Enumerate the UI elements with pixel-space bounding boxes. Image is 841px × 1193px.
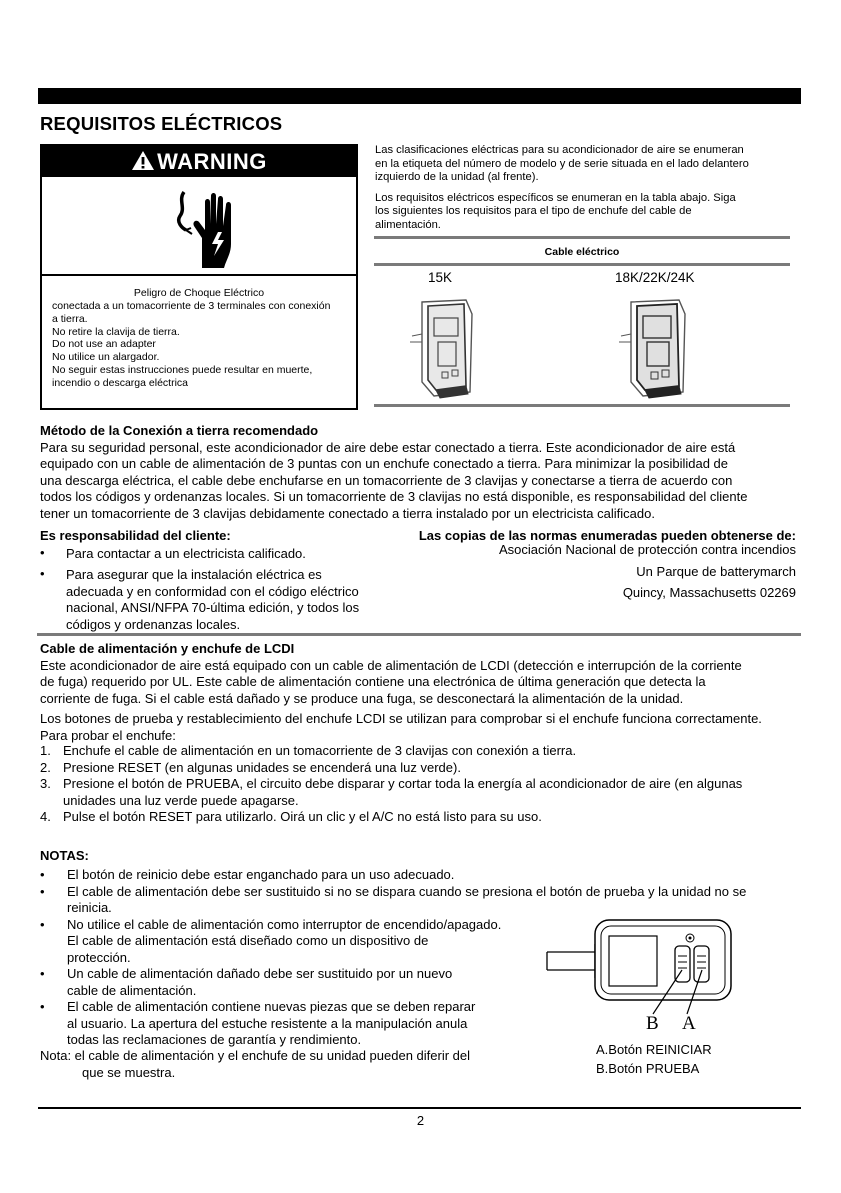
table-bottom-rule	[374, 404, 790, 407]
warning-box	[40, 144, 358, 410]
warning-triangle-icon	[131, 150, 155, 171]
note-item: • El cable de alimentación contiene nuevas piezas que se deben reparar al usuario. La apertura del estuche resistente a la manipulación anula todas las reclamaciones de garantía y rendimiento.	[40, 999, 476, 1047]
electric-shock-hand-icon	[174, 188, 248, 272]
customer-bullet-2: Para asegurar que la instalación eléctrica es adecuada y en conformidad con el código eléctrico nacional, ANSI/NFPA 70-última edición, y todos los códigos y ordenanzas locales.	[66, 567, 360, 632]
lcdi-heading: Cable de alimentación y enchufe de LCDI	[40, 641, 295, 656]
page-title: REQUISITOS ELÉCTRICOS	[40, 113, 283, 134]
legend-a: A.Botón REINICIAR	[596, 1042, 712, 1057]
cable-table-header: Cable eléctrico	[544, 246, 620, 258]
note-item: • El botón de reinicio debe estar enganchado para un uso adecuado.	[40, 867, 455, 882]
plug-15k-image	[408, 296, 488, 400]
notes-heading: NOTAS:	[40, 848, 89, 863]
lcdi-step: 2. Presione RESET (en algunas unidades se encenderá una luz verde).	[40, 759, 461, 775]
bullet-icon: •	[40, 966, 45, 981]
cable-column-18k-24k: 18K/22K/24K	[615, 270, 695, 285]
customer-bullet-1: Para contactar a un electricista calificado.	[66, 546, 306, 561]
grounding-paragraph: Para su seguridad personal, este acondicionador de aire debe estar conectado a tierra. Este acondicionador de aire está equipado con un cable de alimentación de 3 puntas con un enchufe conectado a tierra. Para minimizar la posibilidad de una descarga eléctrica, el cable debe enchufarse en un tomacorriente de 3 clavijas y conectarse a tierra de acuerdo con todos los códigos y ordenanzas locales. Si un tomacorriente de 3 clavijas no está disponible, es responsabilidad del cliente tener un tomacorriente de 3 clavijas debidamente conectado a tierra instalado por un electricista calificado.	[40, 439, 748, 521]
label-b: B	[646, 1013, 659, 1034]
warning-header: WARNING	[42, 146, 356, 177]
electrical-ratings-intro: Las clasificaciones eléctricas para su acondicionador de aire se enumeran en la etiqueta del número de modelo y de serie situada en el lado delantero izquierdo de la unidad (al frente). Los requisitos eléctricos específicos se enumeran en la tabla abajo. Siga los siguientes los requisitos para el tipo de enchufe del cable de alimentación.	[375, 144, 749, 231]
table-header-rule	[374, 263, 790, 266]
lcdi-step: 3. Presione el botón de PRUEBA, el circuito debe disparar y cortar toda la energía al acondicionador de aire (en algunas	[40, 776, 743, 791]
lcdi-steps: 1. Enchufe el cable de alimentación en un tomacorriente de 3 clavijas con conexión a tierra. 2. Presione RESET (en algunas unidades se encenderá una luz verde). 3. Presione el botón de PRUEBA, el circuito debe disparar y cortar toda la energía al acondicionador de aire (en algunas unidades una luz verde puede apagarse. 4. Pulse el botón RESET para utilizarlo. Oirá un clic y el A/C no está listo para su uso.	[40, 743, 743, 824]
lcdi-paragraph-1: Este acondicionador de aire está equipado con un cable de alimentación de LCDI (detección e interrupción de la corriente de fuga) requerido por UL. Este cable de alimentación contiene una electrónica de última generación que detecta la corriente de fuga. Si el cable está dañado y se produce una fuga, se desconectará la alimentación de la unidad.	[40, 657, 742, 706]
bullet-icon: •	[40, 566, 45, 581]
header-bar	[38, 88, 801, 104]
note-item: • El cable de alimentación debe ser sustituido si no se dispara cuando se presiona el botón de prueba y la unidad no se reinicia.	[40, 883, 747, 915]
warning-divider	[42, 274, 356, 276]
customer-heading: Es responsabilidad del cliente:	[40, 528, 231, 543]
footer-rule	[38, 1107, 801, 1109]
cable-column-15k: 15K	[428, 270, 453, 285]
bullet-icon: •	[40, 867, 45, 882]
page-number: 2	[416, 1113, 425, 1128]
bullet-icon: •	[40, 883, 45, 899]
bullet-icon: •	[40, 545, 45, 560]
label-a: A	[682, 1013, 696, 1034]
table-top-rule	[374, 236, 790, 239]
notes-footnote: Nota: el cable de alimentación y el enchufe de su unidad pueden diferir del que se muestra.	[40, 1048, 471, 1080]
grounding-heading: Método de la Conexión a tierra recomendado	[40, 423, 319, 438]
copies-heading: Las copias de las normas enumeradas pueden obtenerse de:	[418, 528, 796, 543]
bullet-icon: •	[40, 999, 45, 1014]
bullet-icon: •	[40, 916, 45, 932]
plug-18k-24k-image	[615, 296, 700, 400]
note-item: • Un cable de alimentación dañado debe ser sustituido por un nuevo cable de alimentación.	[40, 966, 453, 998]
lcdi-step: 4. Pulse el botón RESET para utilizarlo. Oirá un clic y el A/C no está listo para su uso.	[40, 809, 542, 824]
lcdi-paragraph-2: Los botones de prueba y restablecimiento del enchufe LCDI se utilizan para comprobar si el enchufe funciona correctamente. Para probar el enchufe:	[40, 711, 762, 743]
warning-subtitle: Peligro de Choque Eléctrico	[133, 287, 265, 299]
lcdi-step: 1. Enchufe el cable de alimentación en un tomacorriente de 3 clavijas con conexión a tierra.	[40, 743, 577, 758]
warning-text: conectada a un tomacorriente de 3 terminales con conexión a tierra. No retire la clavija de tierra. Do not use an adapter No utilice un alargador. No seguir estas instrucciones puede resultar en muerte, incendio o descarga eléctrica	[52, 300, 331, 389]
legend-b: B.Botón PRUEBA	[596, 1061, 700, 1076]
copies-address: Asociación Nacional de protección contra incendios Un Parque de batterymarch Quincy, Massachusetts 02269	[498, 542, 796, 600]
lcdi-rule	[37, 633, 801, 636]
note-item: • No utilice el cable de alimentación como interruptor de encendido/apagado. El cable de alimentación está diseñado como un dispositivo de protección.	[40, 916, 502, 965]
